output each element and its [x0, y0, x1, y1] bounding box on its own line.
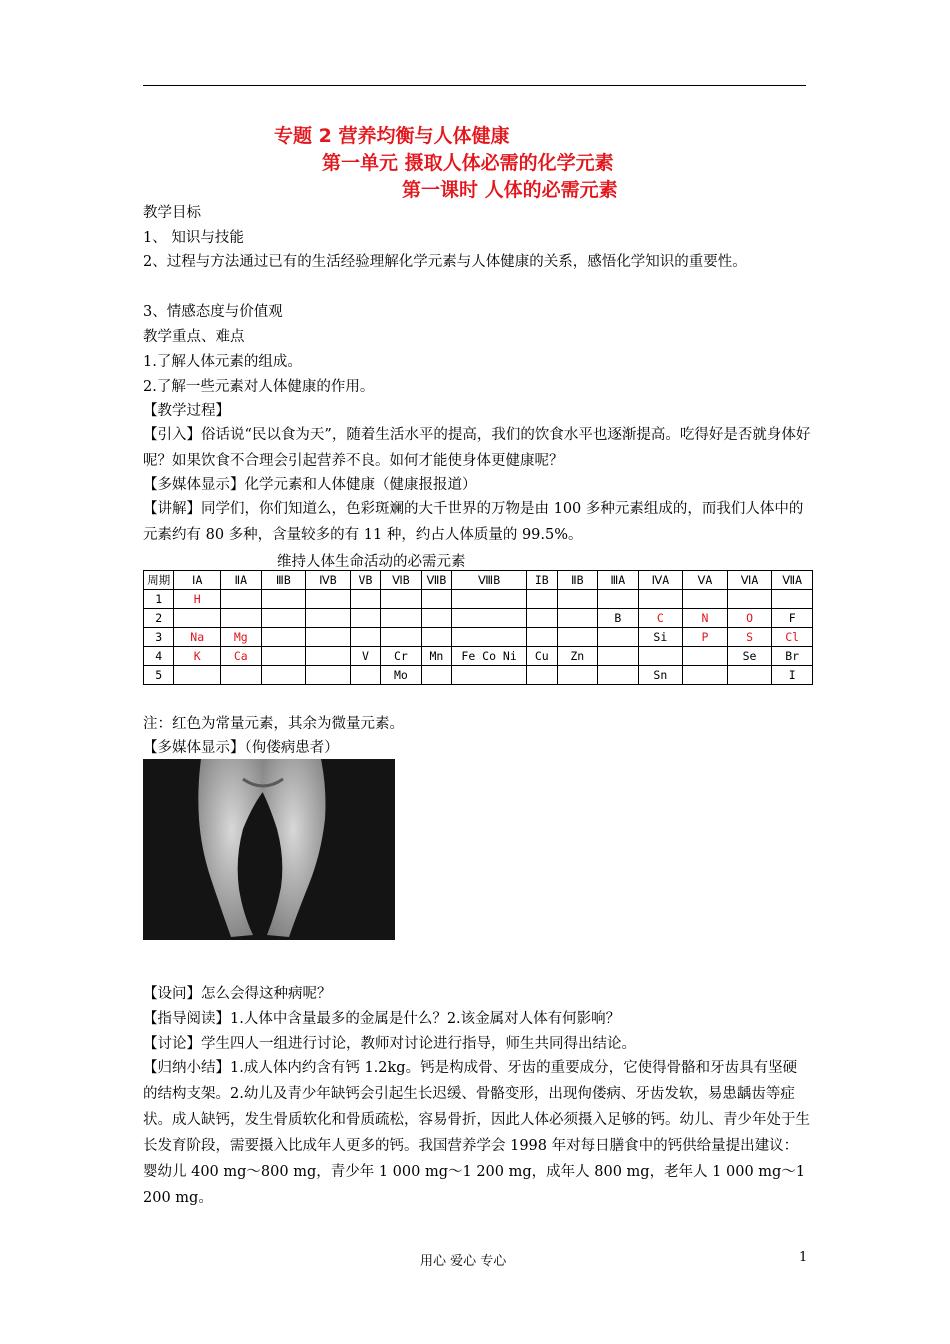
key-point-2: 2.了解一些元素对人体健康的作用。 — [143, 379, 375, 395]
intro-paragraph: 【引入】俗话说“民以食为天”，随着生活水平的提高，我们的饮食水平也逐渐提高。吃得好是否就身体好呢？如果饮食不合理会引起营养不良。如何才能使身体更健康呢？ — [143, 427, 811, 469]
table-cell — [261, 609, 306, 628]
table-cell — [306, 609, 351, 628]
table-row — [144, 590, 813, 609]
table-cell — [221, 609, 262, 628]
table-cell — [557, 628, 598, 647]
legs-illustration — [143, 759, 395, 940]
table-cell: Cl — [772, 628, 813, 647]
rickets-patient-photo — [143, 759, 395, 940]
summary-paragraph: 【归纳小结】1.成人体内约含有钙 1.2kg。钙是构成骨、牙齿的重要成分，它使得骨骼和牙齿具有坚硬的结构支架。2.幼儿及青少年缺钙会引起生长迟缓、骨骼变形，出现佝偻病、牙齿发软，易患龋齿等症状。成人缺钙，发生骨质软化和骨质疏松，容易骨折，因此人体必须摄入足够的钙。幼儿、青少年处于生长发育阶段，需要摄入比成年人更多的钙。我国营养学会 1998 年对每日膳食中的钙供给量提出建议：婴幼儿 400 mg～800 mg，青少年 1 000 mg～1 200 mg，成年人 800 mg，老年人 1 000 mg～1 200 mg。 — [143, 1060, 810, 1206]
goal-1: 1、 知识与技能 — [143, 230, 244, 246]
footer-motto: 用心 爱心 专心 — [420, 1254, 507, 1269]
table-note: 注：红色为常量元素，其余为微量元素。 — [143, 716, 404, 732]
table-header-cell: ⅡB — [557, 571, 598, 590]
table-header-cell: ⅠA — [174, 571, 221, 590]
table-cell — [221, 666, 262, 685]
table-cell — [350, 628, 380, 647]
table-cell — [261, 628, 306, 647]
table-header-row — [144, 571, 813, 590]
table-cell: 3 — [144, 628, 174, 647]
table-row — [144, 609, 813, 628]
table-cell: F — [772, 609, 813, 628]
table-cell: 4 — [144, 647, 174, 666]
table-cell — [381, 609, 422, 628]
table-cell — [174, 666, 221, 685]
table-cell — [772, 590, 813, 609]
table-cell — [598, 647, 639, 666]
table-cell: Fe Co Ni — [452, 647, 527, 666]
table-cell: Se — [727, 647, 772, 666]
table-row — [144, 647, 813, 666]
table-cell — [421, 666, 451, 685]
page-number: 1 — [799, 1250, 808, 1265]
chapter-title: 专题 2 营养均衡与人体健康 — [274, 125, 510, 147]
table-cell: K — [174, 647, 221, 666]
header-rule — [143, 85, 806, 86]
table-cell — [306, 590, 351, 609]
table-cell: O — [727, 609, 772, 628]
table-row — [144, 628, 813, 647]
table-cell: Zn — [557, 647, 598, 666]
table-cell: B — [598, 609, 639, 628]
table-header-cell: IB — [527, 571, 557, 590]
table-cell — [306, 647, 351, 666]
table-cell — [174, 609, 221, 628]
table-cell: 2 — [144, 609, 174, 628]
table-cell — [638, 590, 683, 609]
essential-elements-table — [143, 570, 813, 685]
table-cell — [421, 590, 451, 609]
media-display-1: 【多媒体显示】化学元素和人体健康（健康报报道） — [143, 477, 477, 493]
table-header-cell: ⅦB — [421, 571, 451, 590]
key-point-1: 1.了解人体元素的组成。 — [143, 354, 302, 370]
table-caption: 维持人体生命活动的必需元素 — [277, 554, 466, 570]
table-header-cell: VB — [350, 571, 380, 590]
table-cell — [306, 628, 351, 647]
table-cell — [452, 609, 527, 628]
table-cell — [452, 590, 527, 609]
table-header-cell: ⅣB — [306, 571, 351, 590]
table-cell: Sn — [638, 666, 683, 685]
table-cell — [221, 590, 262, 609]
table-header-cell: 周期 — [144, 571, 174, 590]
table-cell: I — [772, 666, 813, 685]
table-cell — [421, 609, 451, 628]
table-cell: Na — [174, 628, 221, 647]
goal-3: 3、情感态度与价值观 — [143, 304, 283, 320]
table-row — [144, 666, 813, 685]
table-cell: H — [174, 590, 221, 609]
table-cell — [727, 666, 772, 685]
table-cell: Cr — [381, 647, 422, 666]
table-cell — [527, 590, 557, 609]
table-cell — [683, 647, 728, 666]
table-cell: Br — [772, 647, 813, 666]
table-cell: Ca — [221, 647, 262, 666]
table-header-cell: ⅢB — [261, 571, 306, 590]
table-header-cell: ⅣA — [638, 571, 683, 590]
lesson-title: 第一课时 人体的必需元素 — [402, 179, 618, 201]
table-cell — [350, 666, 380, 685]
table-cell — [452, 628, 527, 647]
table-cell: N — [683, 609, 728, 628]
table-cell — [261, 647, 306, 666]
table-header-cell: ⅤA — [683, 571, 728, 590]
table-cell — [306, 666, 351, 685]
discussion-line: 【讨论】学生四人一组进行讨论，教师对讨论进行指导，师生共同得出结论。 — [143, 1036, 636, 1052]
table-cell — [598, 628, 639, 647]
teaching-goals-heading: 教学目标 — [143, 205, 201, 221]
table-header-cell: ⅦA — [772, 571, 813, 590]
table-cell: 5 — [144, 666, 174, 685]
table-cell — [683, 590, 728, 609]
table-cell — [727, 590, 772, 609]
goal-2: 2、过程与方法通过已有的生活经验理解化学元素与人体健康的关系，感悟化学知识的重要性。 — [143, 254, 747, 270]
table-cell: V — [350, 647, 380, 666]
process-heading: 【教学过程】 — [143, 403, 230, 419]
table-cell: P — [683, 628, 728, 647]
table-cell — [598, 590, 639, 609]
guided-reading-line: 【指导阅读】1.人体中含量最多的金属是什么？2.该金属对人体有何影响？ — [143, 1011, 621, 1027]
table-cell — [557, 590, 598, 609]
table-cell — [261, 666, 306, 685]
table-cell — [638, 647, 683, 666]
question-line: 【设问】怎么会得这种病呢？ — [143, 986, 332, 1002]
table-cell — [527, 666, 557, 685]
table-cell — [381, 590, 422, 609]
table-cell — [452, 666, 527, 685]
table-header-cell: ⅥA — [727, 571, 772, 590]
table-cell — [421, 628, 451, 647]
table-cell — [557, 666, 598, 685]
table-header-cell: ⅡA — [221, 571, 262, 590]
table-cell — [683, 666, 728, 685]
table-cell — [598, 666, 639, 685]
unit-title: 第一单元 摄取人体必需的化学元素 — [322, 152, 614, 174]
table-cell: Si — [638, 628, 683, 647]
table-header-cell: ⅧB — [452, 571, 527, 590]
table-cell: 1 — [144, 590, 174, 609]
table-cell — [557, 609, 598, 628]
table-cell: S — [727, 628, 772, 647]
table-cell — [350, 590, 380, 609]
key-points-heading: 教学重点、难点 — [143, 329, 245, 345]
table-cell — [381, 628, 422, 647]
table-cell — [261, 590, 306, 609]
table-cell: C — [638, 609, 683, 628]
table-cell — [527, 609, 557, 628]
table-cell: Mn — [421, 647, 451, 666]
table-header-cell: ⅢA — [598, 571, 639, 590]
media-display-2: 【多媒体显示】（佝偻病患者） — [143, 740, 339, 756]
table-cell: Mg — [221, 628, 262, 647]
table-cell: Mo — [381, 666, 422, 685]
table-cell — [350, 609, 380, 628]
table-header-cell: ⅥB — [381, 571, 422, 590]
table-cell — [527, 628, 557, 647]
lecture-paragraph: 【讲解】同学们，你们知道么，色彩斑斓的大千世界的万物是由 100 多种元素组成的，而我们人体中的元素约有 80 多种，含量较多的有 11 种，约占人体质量的 99.5%。 — [143, 501, 804, 543]
table-cell: Cu — [527, 647, 557, 666]
